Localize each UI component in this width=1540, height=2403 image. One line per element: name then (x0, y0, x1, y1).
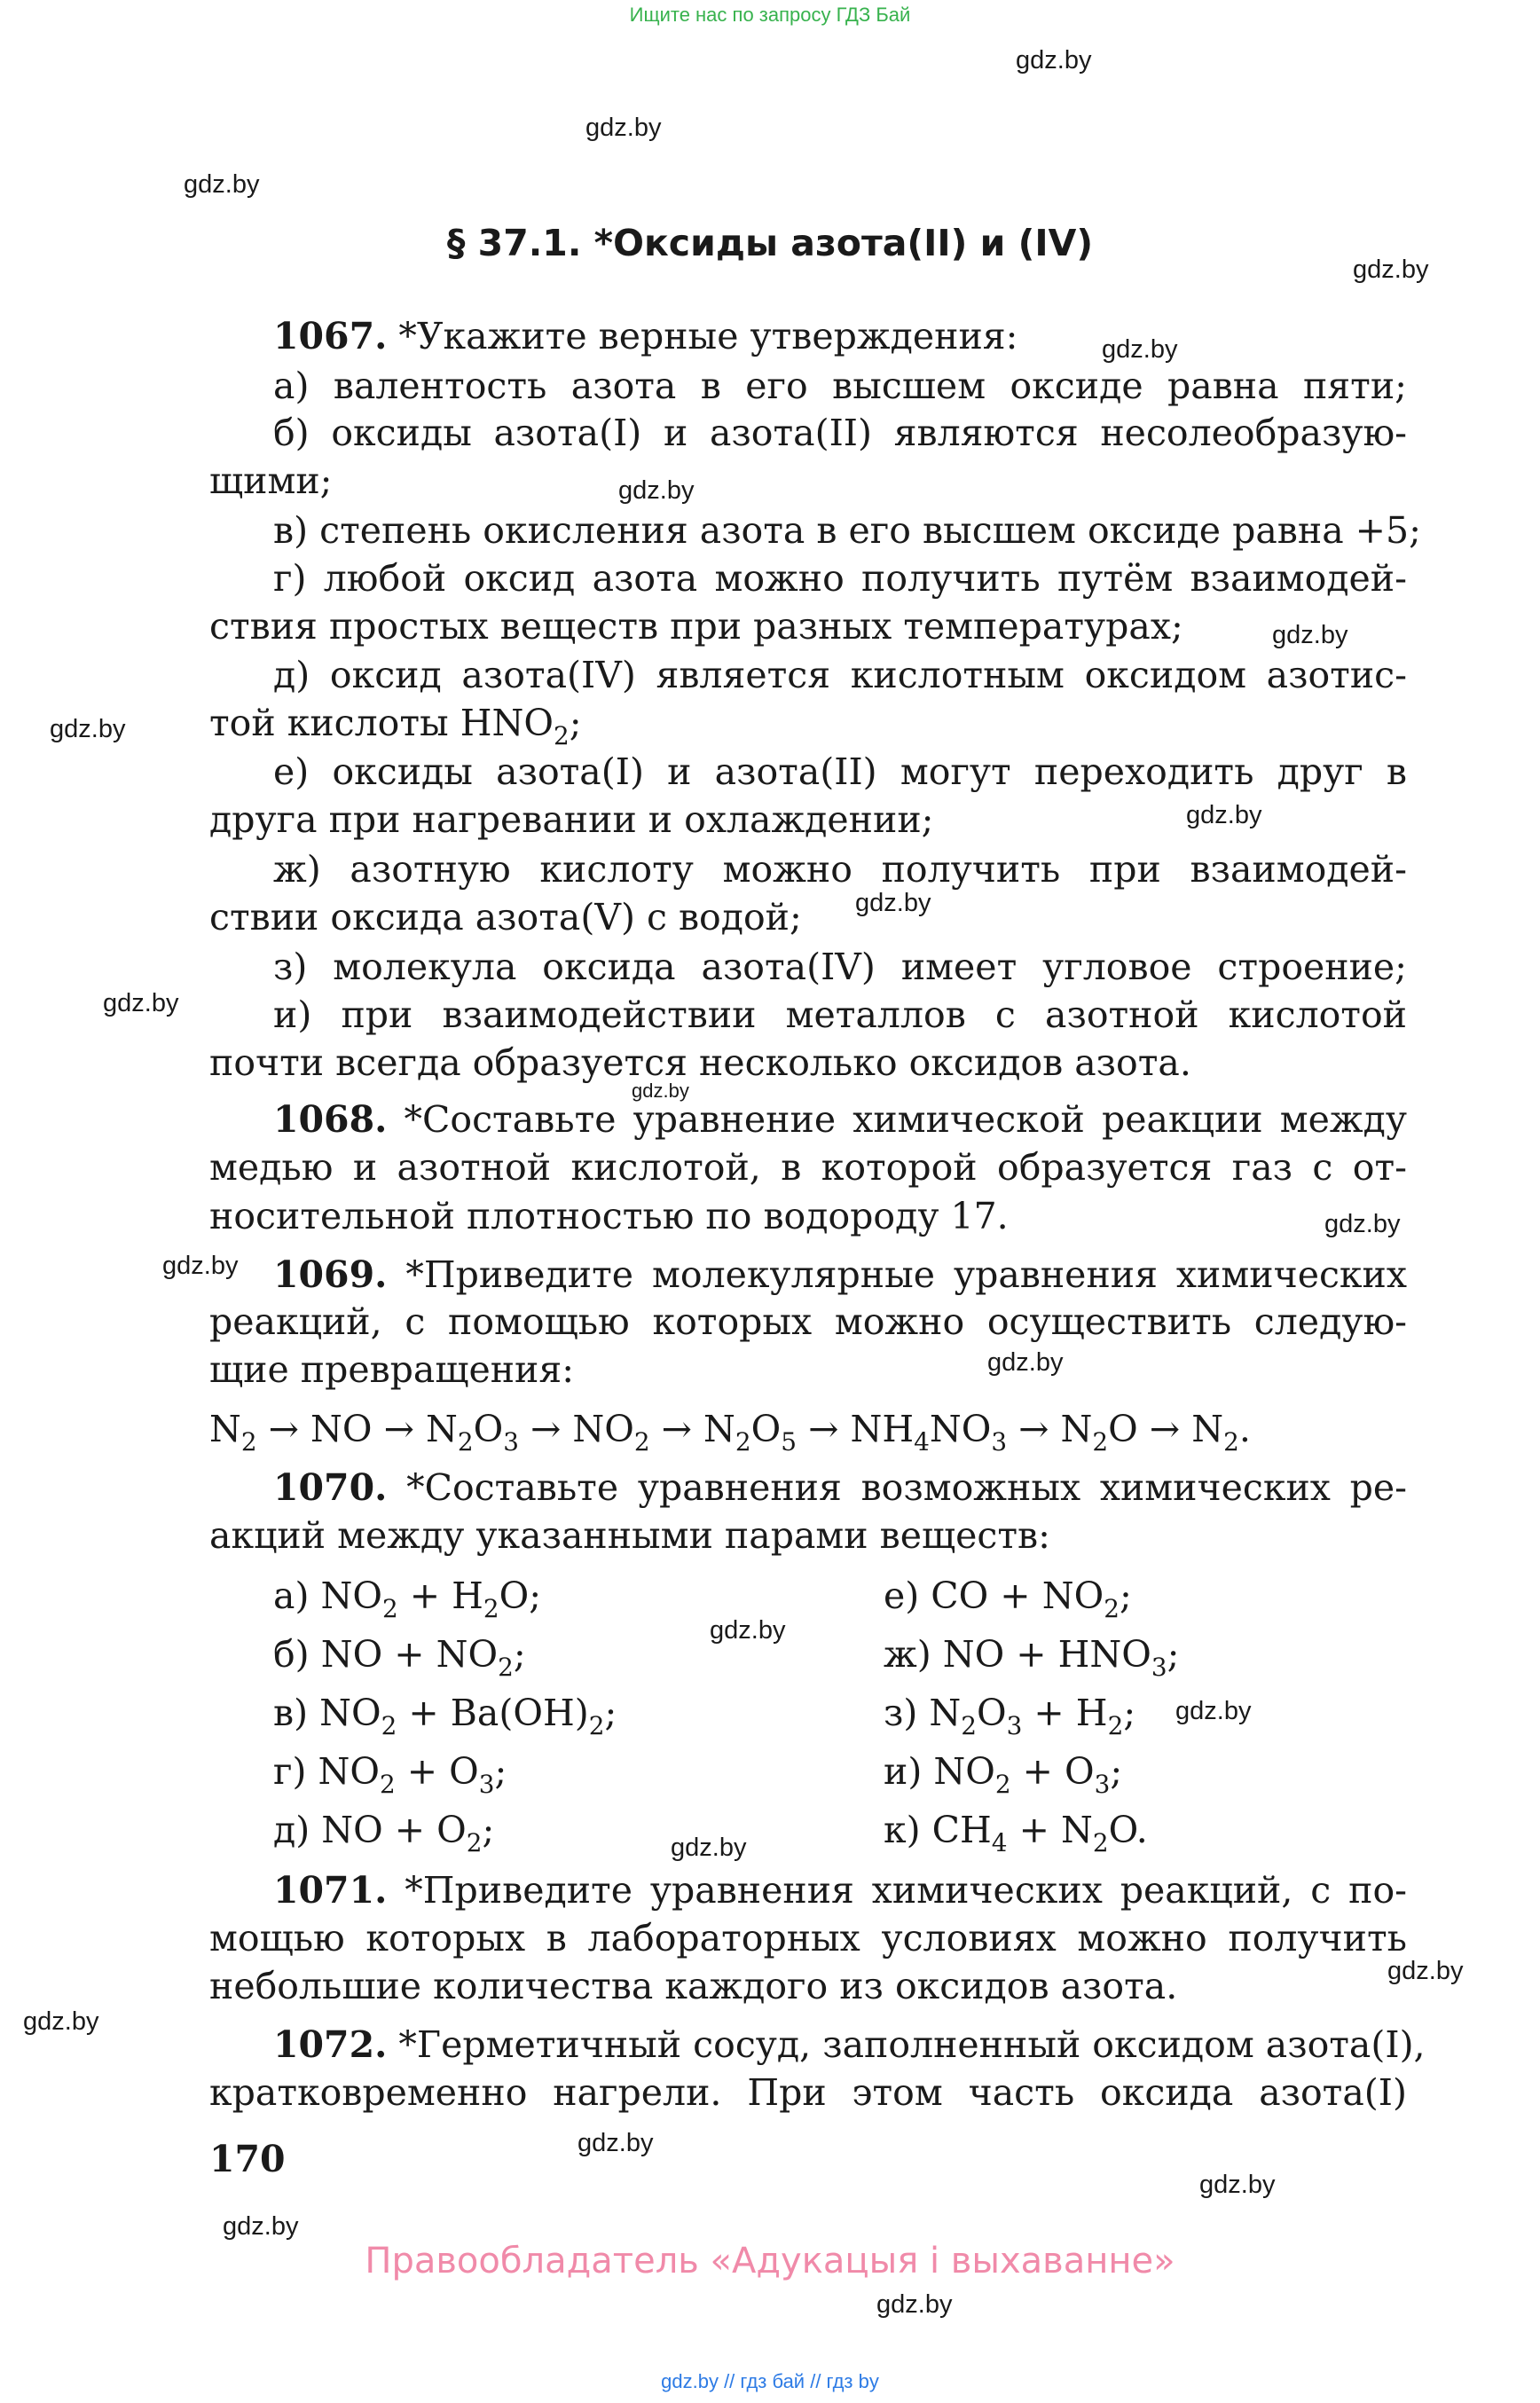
subscript: 4 (914, 1426, 930, 1457)
formula-text: O; (499, 1575, 542, 1617)
task-number: 1068. (273, 1098, 388, 1141)
statement-a: а) валентость азота в его высшем оксиде равна пяти; (273, 365, 1407, 407)
task-1069-line1 (273, 1251, 1407, 1299)
watermark: gdz.by (223, 2212, 299, 2241)
subscript: 2 (1104, 1593, 1120, 1623)
subscript: 2 (466, 1827, 483, 1857)
top-banner[interactable]: Ищите нас по запросу ГДЗ Бай (629, 4, 911, 26)
task-text: *Приведите молекулярные уравнения химических (387, 1253, 1407, 1296)
statement-b-line1: б) оксиды азота(I) и азота(II) являются несолеобразую- (273, 412, 1407, 454)
reaction-pair (884, 1806, 1148, 1857)
subscript: 2 (1107, 1710, 1124, 1740)
formula-text: и) NO (884, 1750, 995, 1793)
task-number: 1071. (273, 1869, 388, 1912)
reaction-pair (884, 1572, 1132, 1623)
watermark: gdz.by (710, 1616, 786, 1645)
reaction-pair (884, 1747, 1123, 1799)
subscript: 2 (588, 1710, 605, 1740)
subscript: 2 (1092, 1426, 1109, 1457)
formula-text: а) NO (273, 1575, 382, 1617)
formula-text: з) N (884, 1692, 962, 1734)
task-1068-line2: медью и азотной кислотой, в которой образуется газ с от- (209, 1146, 1407, 1189)
subscript: 3 (1094, 1769, 1111, 1799)
task-1069-line2: реакций, с помощью которых можно осуществить следую- (209, 1300, 1407, 1343)
formula-text: ; (482, 1809, 495, 1851)
subscript: 2 (240, 1426, 257, 1457)
task-text: *Составьте уравнение химической реакции между (387, 1098, 1407, 1141)
statement-g-line2: ствия простых веществ при разных температурах; (209, 605, 1183, 648)
subscript: 3 (1006, 1710, 1023, 1740)
formula-text: е) CO + NO (884, 1575, 1104, 1617)
formula-text: + H (397, 1575, 483, 1617)
statement-d-line1: д) оксид азота(IV) является кислотным оксидом азотис- (273, 654, 1407, 696)
task-1067-title (273, 312, 1018, 360)
watermark: gdz.by (1102, 335, 1178, 364)
task-text: *Укажите верные утверждения: (387, 315, 1018, 357)
formula-text: N (209, 1408, 241, 1450)
watermark: gdz.by (876, 2290, 953, 2319)
formula-text: г) NO (273, 1750, 380, 1793)
formula-text: . (1238, 1408, 1251, 1450)
subscript: 2 (553, 720, 570, 750)
formula-text: + Ba(OH) (397, 1692, 589, 1734)
subscript: 3 (991, 1426, 1008, 1457)
subscript: 2 (457, 1426, 474, 1457)
task-1070-line1 (273, 1464, 1407, 1512)
task-1070-line2: акций между указанными парами веществ: (209, 1514, 1050, 1557)
watermark: gdz.by (855, 889, 931, 917)
formula-text: + N (1007, 1809, 1093, 1851)
watermark: gdz.by (585, 114, 662, 142)
formula-text: ; (1110, 1750, 1123, 1793)
formula-text: → NO → N (256, 1408, 458, 1450)
watermark: gdz.by (184, 170, 260, 199)
watermark: gdz.by (1272, 621, 1348, 649)
statement-i-line1: и) при взаимодействии металлов с азотной кислотой (273, 993, 1407, 1036)
task-1071-line3: небольшие количества каждого из оксидов азота. (209, 1965, 1178, 2007)
subscript: 3 (503, 1426, 519, 1457)
subscript: 2 (381, 1710, 397, 1740)
task-1071-line1 (273, 1866, 1407, 1914)
subscript: 2 (381, 1593, 398, 1623)
task-text: *Приведите уравнения химических реакций, с по- (387, 1869, 1407, 1912)
task-text: *Герметичный сосуд, заполненный оксидом азота(I), (387, 2023, 1426, 2066)
reaction-pair (273, 1630, 526, 1682)
watermark: gdz.by (1175, 1697, 1252, 1725)
subscript: 3 (478, 1769, 495, 1799)
watermark: gdz.by (1353, 255, 1429, 284)
formula-text: ; (1119, 1575, 1132, 1617)
formula-text: O (750, 1408, 782, 1450)
formula-text: к) CH (884, 1809, 992, 1851)
task-1068-line3: носительной плотностью по водороду 17. (209, 1195, 1009, 1237)
reaction-pair (884, 1630, 1180, 1682)
task-text: *Составьте уравнения возможных химических ре- (387, 1466, 1407, 1509)
formula-text: + O (395, 1750, 479, 1793)
formula-text: в) NO (273, 1692, 381, 1734)
statement-d-line2 (209, 699, 582, 750)
formula-text: б) NO + NO (273, 1633, 499, 1676)
watermark: gdz.by (1199, 2171, 1276, 2199)
statement-v: в) степень окисления азота в его высшем оксиде равна +5; (273, 509, 1421, 552)
formula-text: ; (569, 702, 582, 744)
watermark: gdz.by (50, 715, 126, 743)
subscript: 2 (961, 1710, 978, 1740)
watermark: gdz.by (23, 2007, 99, 2036)
watermark: gdz.by (1016, 46, 1092, 75)
formula-text: → NO (518, 1408, 634, 1450)
copyright-notice: Правообладатель «Адукацыя і выхаванне» (365, 2241, 1175, 2281)
formula-text: той кислоты HNO (209, 702, 554, 744)
task-1071-line2: мощью которых в лабораторных условиях можно получить (209, 1917, 1407, 1959)
reaction-pair (273, 1572, 542, 1623)
statement-zh-line1: ж) азотную кислоту можно получить при взаимодей- (273, 848, 1407, 891)
formula-text: → N (649, 1408, 735, 1450)
formula-text: д) NO + O (273, 1809, 467, 1851)
reaction-pair (273, 1747, 507, 1799)
formula-text: + O (1010, 1750, 1095, 1793)
formula-text: ; (513, 1633, 526, 1676)
reaction-pair (273, 1689, 617, 1740)
statement-e-line1: е) оксиды азота(I) и азота(II) могут переходить друг в (273, 750, 1407, 793)
reaction-pair (273, 1806, 495, 1857)
formula-text: NO (929, 1408, 992, 1450)
task-1069-line3: щие превращения: (209, 1348, 575, 1391)
watermark: gdz.by (162, 1252, 239, 1280)
task-1068-line1 (273, 1095, 1407, 1143)
formula-text: O (977, 1692, 1007, 1734)
watermark: gdz.by (987, 1348, 1064, 1377)
formula-text: ; (604, 1692, 617, 1734)
subscript: 2 (735, 1426, 751, 1457)
task-number: 1067. (273, 315, 388, 357)
formula-text: O. (1108, 1809, 1148, 1851)
watermark: gdz.by (1324, 1210, 1401, 1238)
statement-b-line2: щими; (209, 459, 333, 502)
section-heading: § 37.1. *Оксиды азота(II) и (IV) (446, 222, 1094, 264)
page-number: 170 (209, 2138, 286, 2180)
watermark: gdz.by (671, 1834, 747, 1862)
formula-text: ; (1167, 1633, 1180, 1676)
watermark: gdz.by (103, 989, 179, 1017)
subscript: 2 (633, 1426, 650, 1457)
formula-text: O (473, 1408, 504, 1450)
subscript: 2 (1223, 1426, 1239, 1457)
formula-text: → N (1007, 1408, 1093, 1450)
statement-zh-line2: ствии оксида азота(V) с водой; (209, 896, 802, 938)
subscript: 2 (994, 1769, 1011, 1799)
task-number: 1070. (273, 1466, 388, 1509)
footer-links[interactable]: gdz.by // гдз бай // гдз by (661, 2370, 879, 2392)
task-1072-line2: кратковременно нагрели. При этом часть оксида азота(I) (209, 2071, 1407, 2114)
subscript: 2 (1092, 1827, 1109, 1857)
subscript: 4 (991, 1827, 1008, 1857)
task-number: 1072. (273, 2023, 388, 2066)
formula-text: ; (1123, 1692, 1136, 1734)
task-number: 1069. (273, 1253, 388, 1296)
statement-i-line2: почти всегда образуется несколько оксидов азота. (209, 1041, 1191, 1084)
watermark: gdz.by (578, 2129, 654, 2157)
subscript: 3 (1151, 1652, 1167, 1682)
watermark: gdz.by (1186, 801, 1262, 829)
watermark: gdz.by (1387, 1957, 1464, 1985)
conversion-chain (209, 1405, 1251, 1457)
watermark: gdz.by (632, 1080, 689, 1102)
statement-e-line2: друга при нагревании и охлаждении; (209, 798, 934, 841)
formula-text: + H (1022, 1692, 1108, 1734)
formula-text: ; (494, 1750, 507, 1793)
subscript: 5 (781, 1426, 798, 1457)
formula-text: ж) NO + HNO (884, 1633, 1151, 1676)
task-1072-line1 (273, 2021, 1426, 2069)
watermark: gdz.by (618, 476, 695, 505)
reaction-pair (884, 1689, 1136, 1740)
statement-z: з) молекула оксида азота(IV) имеет угловое строение; (273, 946, 1407, 988)
formula-text: O → N (1108, 1408, 1224, 1450)
formula-text: → NH (797, 1408, 915, 1450)
subscript: 2 (483, 1593, 499, 1623)
subscript: 2 (380, 1769, 396, 1799)
subscript: 2 (498, 1652, 514, 1682)
statement-g-line1: г) любой оксид азота можно получить путём взаимодей- (273, 557, 1407, 600)
